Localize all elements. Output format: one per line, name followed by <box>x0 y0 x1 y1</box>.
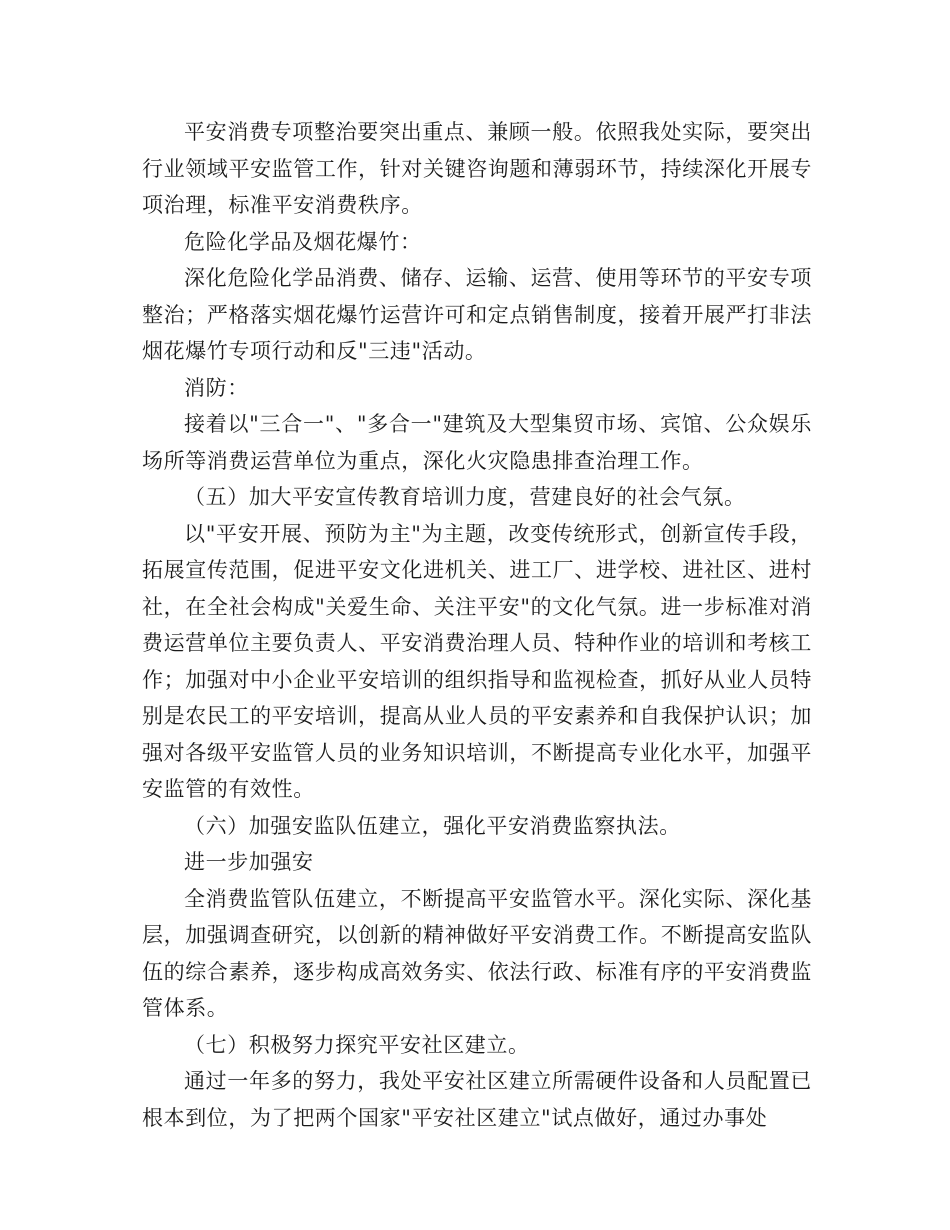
paragraph-hazardous-chemicals: 深化危险化学品消费、储存、运输、运营、使用等环节的平安专项整治；严格落实烟花爆竹运营许可和定点销售制度，接着开展严打非法烟花爆竹专项行动和反"三违"活动。 <box>142 266 812 363</box>
section-heading-6: （六）加强安监队伍建立，强化平安消费监察执法。 <box>184 813 681 838</box>
paragraph-fragment: 进一步加强安 <box>184 850 314 874</box>
paragraph-supervision-team: 全消费监管队伍建立，不断提高平安监管水平。深化实际、深化基层，加强调查研究，以创新的精神做好平安消费工作。不断提高安监队伍的综合素养，逐步构成高效务实、依法行政、标准有序的平安消费监管体系。 <box>142 886 812 1020</box>
heading-hazardous-chemicals: 危险化学品及烟花爆竹： <box>184 229 422 254</box>
paragraph-special-rectification: 平安消费专项整治要突出重点、兼顾一般。依照我处实际，要突出行业领域平安监管工作，针对关键咨询题和薄弱环节，持续深化开展专项治理，标准平安消费秩序。 <box>142 120 812 217</box>
document-body <box>142 114 812 1136</box>
paragraph-safe-community: 通过一年多的努力，我处平安社区建立所需硬件设备和人员配置已根本到位，为了把两个国家"平安社区建立"试点做好，通过办事处 <box>142 1069 812 1130</box>
paragraph-fire-protection: 接着以"三合一"、"多合一"建筑及大型集贸市场、宾馆、公众娱乐场所等消费运营单位为重点，深化火灾隐患排查治理工作。 <box>142 412 812 473</box>
section-heading-7: （七）积极努力探究平安社区建立。 <box>184 1032 530 1057</box>
section-heading-5: （五）加大平安宣传教育培训力度，营建良好的社会气氛。 <box>184 485 746 509</box>
heading-fire-protection: 消防： <box>184 375 249 400</box>
paragraph-safety-education: 以"平安开展、预防为主"为主题，改变传统形式，创新宣传手段，拓展宣传范围，促进平安文化进机关、进工厂、进学校、进社区、进村社，在全社会构成"关爱生命、关注平安"的文化气氛。进一步标准对消费运营单位主要负责人、平安消费治理人员、特种作业的培训和考核工作；加强对中小企业平安培训的组织指导和监视检查，抓好从业人员特别是农民工的平安培训，提高从业人员的平安素养和自我保护认识；加强对各级平安监管人员的业务知识培训，不断提高专业化水平，加强平安监管的有效性。 <box>142 521 812 801</box>
